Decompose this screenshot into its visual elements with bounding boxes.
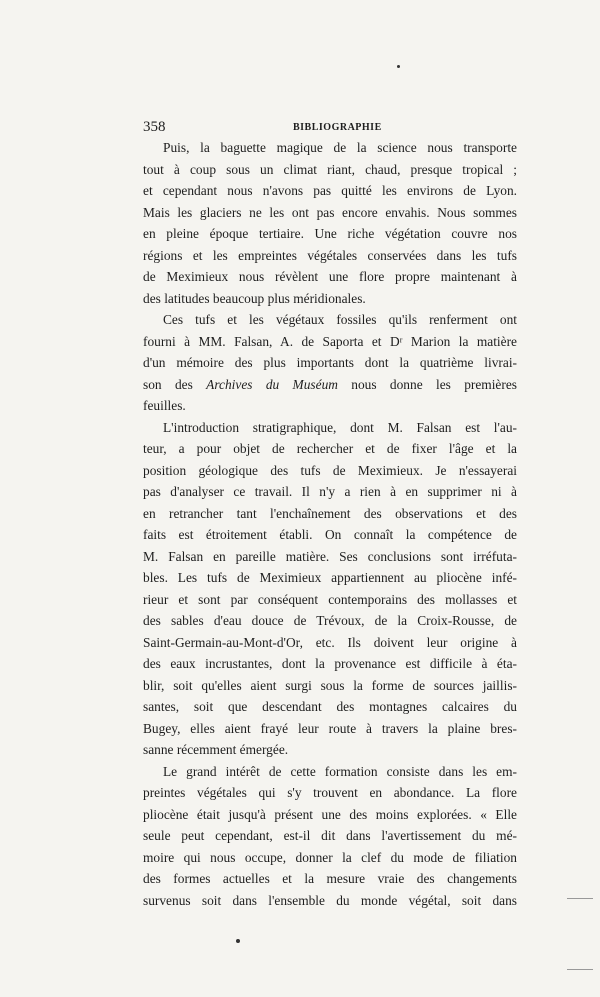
ink-speck-top (397, 65, 400, 68)
text-line: Saint-Germain-au-Mont-d'Or, etc. Ils doivent leur origine à (143, 634, 517, 650)
text-line: des formes actuelles et la mesure vraie des changements (143, 871, 517, 886)
text-line: blir, soit qu'elles aient surgi sous la forme de sources jaillis- (143, 677, 517, 693)
text-line: fourni à MM. Falsan, A. de Saporta et Dʳ Marion la matière (143, 333, 517, 349)
text-line: faits est étroitement établi. On connaît la compétence de (143, 527, 517, 542)
running-title: BIBLIOGRAPHIE (293, 122, 382, 133)
text-line: des latitudes beaucoup plus méridionales. (143, 290, 366, 306)
text-line: position géologique des tufs de Meximieux. Je n'essayerai (143, 462, 517, 478)
text-line: seule peut cependant, est-il dit dans l'avertissement du mé- (143, 828, 517, 843)
text-line: moire qui nous occupe, donner la clef du mode de filiation (143, 849, 517, 865)
text-line: pas d'analyser ce travail. Il n'y a rien à en supprimer ni à (143, 484, 517, 499)
text-line: teur, a pour objet de rechercher et de fixer l'âge et la (143, 441, 517, 456)
ink-speck-bottom (236, 939, 240, 943)
text-line: Le grand intérêt de cette formation consiste dans les em- (163, 763, 517, 779)
text-line: son des Archives du Muséum nous donne les premières (143, 376, 517, 392)
text-line: M. Falsan en pareille matière. Ses conclusions sont irréfuta- (143, 548, 517, 564)
paragraph (143, 309, 517, 417)
text-line: survenus soit dans l'ensemble du monde végétal, soit dans (143, 892, 517, 908)
text-line: régions et les empreintes végétales conservées dans les tufs (143, 247, 517, 263)
text-line: des sables d'eau douce de Trévoux, de la Croix-Rousse, de (143, 613, 517, 628)
italic-title: Archives du Muséum (206, 376, 338, 392)
text-line: L'introduction stratigraphique, dont M. Falsan est l'au- (163, 419, 517, 435)
text-line: de Meximieux nous révèlent une flore propre maintenant à (143, 269, 517, 284)
text-line: santes, soit que descendant des montagnes calcaires du (143, 699, 517, 714)
text-line: en pleine époque tertiaire. Une riche végétation couvre nos (143, 226, 517, 241)
paragraph (143, 417, 517, 761)
page-number: 358 (143, 119, 166, 135)
margin-mark-right-2 (567, 969, 593, 970)
text-line: d'un mémoire des plus importants dont la quatrième livrai- (143, 355, 517, 370)
text-line: en retrancher tant l'enchaînement des observations et des (143, 505, 517, 521)
text-line: Bugey, elles aient frayé leur route à travers la plaine bres- (143, 720, 517, 736)
text-line: Ces tufs et les végétaux fossiles qu'ils renferment ont (163, 312, 517, 327)
margin-mark-right (567, 898, 593, 899)
text-line: Puis, la baguette magique de la science nous transporte (163, 140, 517, 155)
text-line: Mais les glaciers ne les ont pas encore envahis. Nous sommes (143, 204, 517, 220)
text-line: bles. Les tufs de Meximieux appartiennent au pliocène infé- (143, 570, 517, 585)
body-text (143, 137, 517, 911)
text-line: tout à coup sous un climat riant, chaud, presque tropical ; (143, 161, 517, 177)
text-line: feuilles. (143, 398, 186, 413)
text-line: pliocène était jusqu'à présent une des moins explorées. « Elle (143, 806, 517, 822)
page-header (143, 119, 517, 139)
text-line: des eaux incrustantes, dont la provenance est difficile à éta- (143, 656, 517, 671)
paragraph (143, 137, 517, 309)
text-line: sanne récemment émergée. (143, 742, 289, 757)
text-line: et cependant nous n'avons pas quitté les environs de Lyon. (143, 183, 517, 198)
text-line: preintes végétales qui s'y trouvent en abondance. La flore (143, 785, 517, 800)
text-line: rieur et sont par conséquent contemporains des mollasses et (143, 591, 517, 607)
paragraph (143, 761, 517, 912)
